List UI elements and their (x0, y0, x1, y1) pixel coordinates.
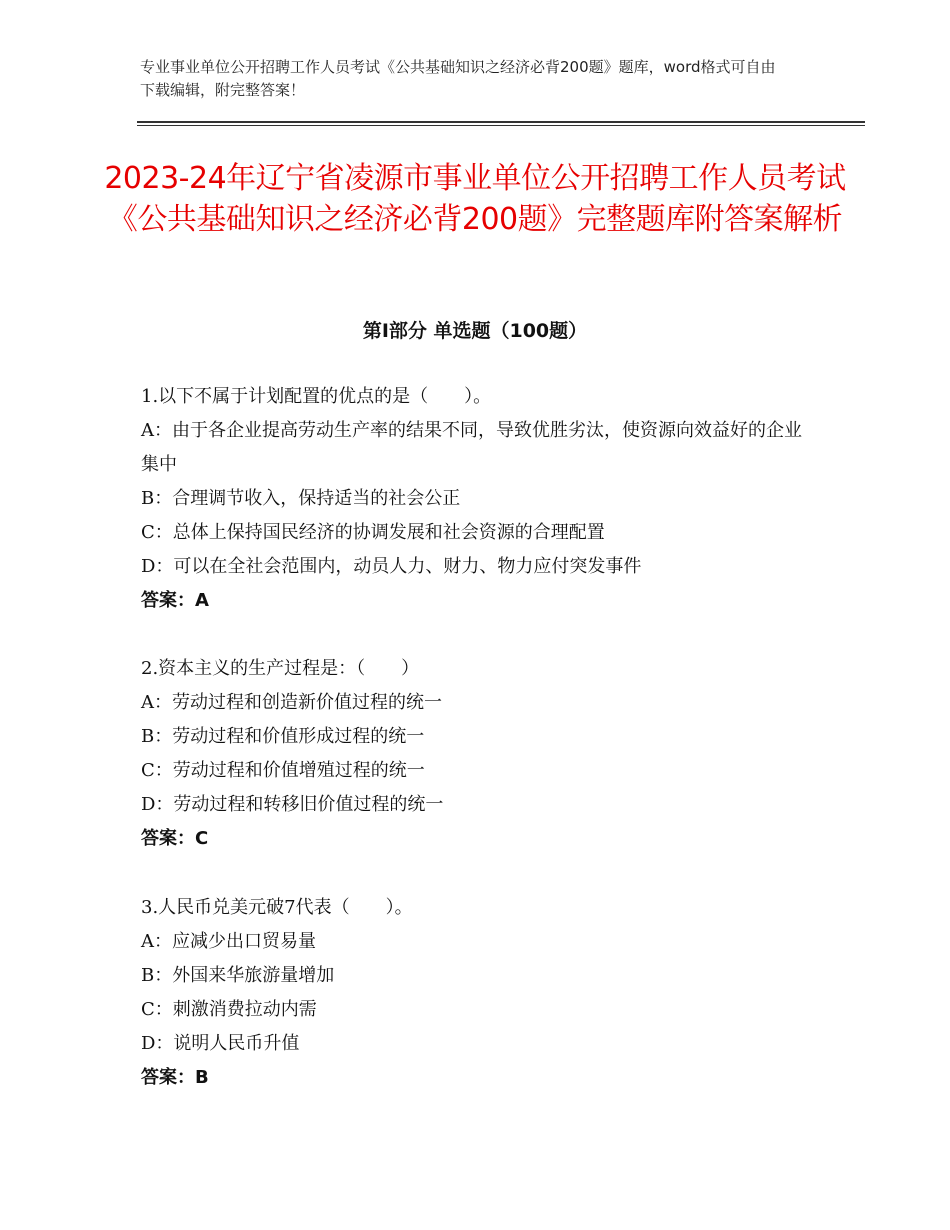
document-title: 2023-24年辽宁省凌源市事业单位公开招聘工作人员考试《公共基础知识之经济必背200题》完整题库附答案解析 (104, 161, 846, 237)
header-divider-thin (137, 125, 865, 126)
option-c: C：总体上保持国民经济的协调发展和社会资源的合理配置 (141, 522, 605, 543)
option-c: C：劳动过程和价值增殖过程的统一 (141, 760, 425, 781)
option-b: B：外国来华旅游量增加 (141, 965, 335, 986)
section-title: 第Ⅰ部分 单选题（100题） (362, 320, 588, 342)
question-stem: 2.资本主义的生产过程是：（ ） (141, 658, 420, 679)
option-c: C：刺激消费拉动内需 (141, 999, 317, 1020)
option-b: B：合理调节收入，保持适当的社会公正 (141, 488, 461, 509)
option-d: D：劳动过程和转移旧价值过程的统一 (141, 794, 444, 815)
question-3 (141, 891, 841, 1095)
question-2 (141, 652, 841, 856)
question-1 (141, 380, 841, 618)
answer: 答案：C (141, 828, 209, 849)
question-stem: 1.以下不属于计划配置的优点的是（ ）。 (141, 386, 492, 407)
answer: 答案：B (141, 1067, 209, 1088)
option-a: A：由于各企业提高劳动生产率的结果不同，导致优胜劣汰，使资源向效益好的企业集中 (141, 420, 802, 475)
option-d: D：可以在全社会范围内，动员人力、财力、物力应付突发事件 (141, 556, 642, 577)
question-stem: 3.人民币兑美元破7代表（ ）。 (141, 897, 413, 918)
option-b: B：劳动过程和价值形成过程的统一 (141, 726, 425, 747)
option-a: A：应减少出口贸易量 (141, 931, 316, 952)
answer: 答案：A (141, 590, 209, 611)
header-note: 专业事业单位公开招聘工作人员考试《公共基础知识之经济必背200题》题库，word格式可自由下载编辑，附完整答案！ (140, 58, 776, 99)
header-divider (137, 121, 865, 123)
option-a: A：劳动过程和创造新价值过程的统一 (141, 692, 442, 713)
option-d: D：说明人民币升值 (141, 1033, 300, 1054)
